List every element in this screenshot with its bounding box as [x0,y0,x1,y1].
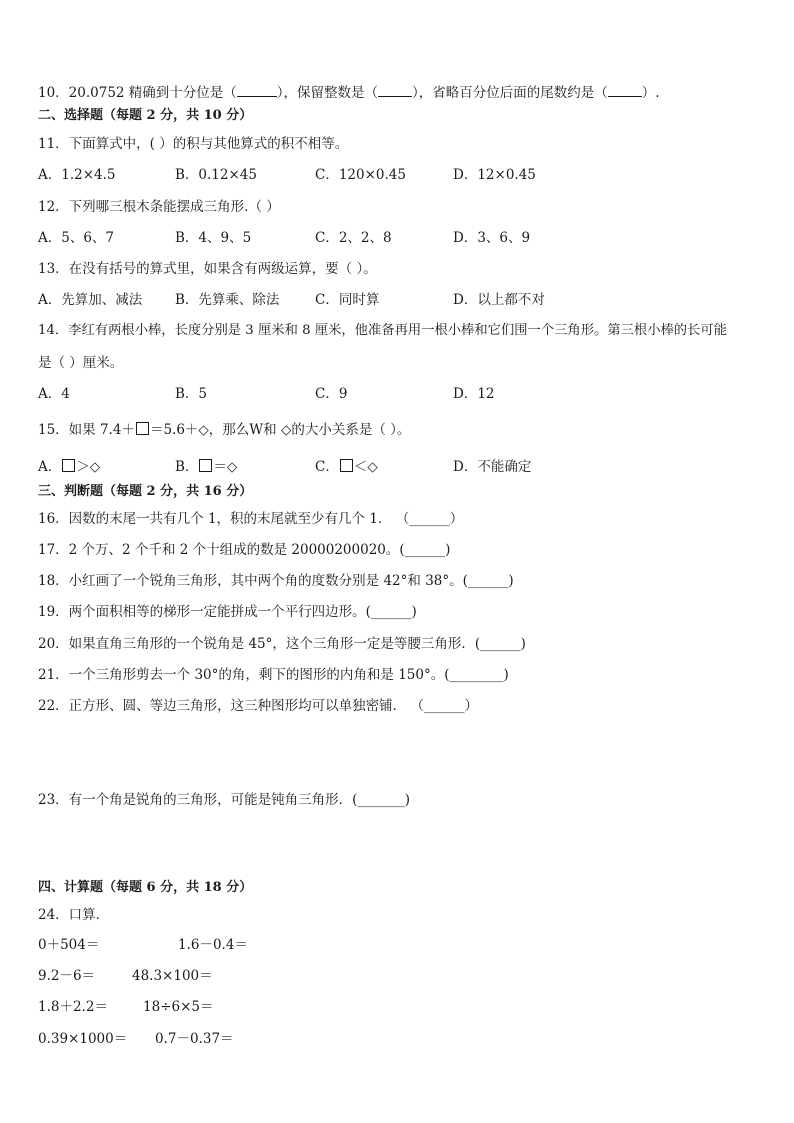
option-text: ＜◇ [353,459,378,475]
option-text: ＝◇ [213,459,238,475]
option-a[interactable]: A．1.2×4.5 [38,167,116,183]
judge-item[interactable]: 18．小红画了一个锐角三角形，其中两个角的度数分别是 42°和 38°。(______) [38,573,514,589]
option-b[interactable]: B．先算乘、除法 [175,292,280,308]
option-c[interactable] [315,458,378,476]
judge-item[interactable]: 23．有一个角是锐角的三角形，可能是钝角三角形．(_______) [38,792,410,808]
option-d[interactable]: D．3、6、9 [453,230,531,246]
q10-text-4: ）. [641,85,660,101]
option-d[interactable]: D．以上都不对 [453,292,545,308]
option-text: ＞◇ [76,459,101,475]
option-b[interactable]: B．0.12×45 [175,167,257,183]
question-15-stem [38,421,410,439]
section-heading-calc: 四、计算题（每题 6 分，共 18 分） [38,880,253,895]
section-heading-choice: 二、选择题（每题 2 分，共 10 分） [38,108,253,123]
option-d[interactable]: D．12×0.45 [453,167,536,183]
option-d[interactable]: D．不能确定 [453,459,532,475]
question-11-stem: 11．下面算式中，( ）的积与其他算式的积不相等。 [38,136,349,152]
question-14-stem-cont: 是（ ）厘米。 [38,355,124,371]
judge-item[interactable]: 22．正方形、圆、等边三角形，这三种图形均可以单独密铺． （______） [38,698,478,714]
option-c[interactable]: C．120×0.45 [315,167,406,183]
option-b[interactable]: B．4、9、5 [175,230,252,246]
judge-item[interactable]: 16．因数的末尾一共有几个 1，积的末尾就至少有几个 1． （______） [38,511,464,527]
q10-text-2: ），保留整数是（ [276,85,379,101]
option-c[interactable]: C．9 [315,386,348,402]
calc-item[interactable]: 0.39×1000＝ [38,1031,128,1047]
calc-item[interactable]: 1.6－0.4＝ [178,937,248,953]
option-b[interactable]: B．5 [175,386,208,402]
option-a[interactable]: A．4 [38,386,70,402]
square-icon [62,459,75,472]
option-a[interactable]: A．5、6、7 [38,230,115,246]
option-a[interactable] [38,458,100,476]
answer-blank[interactable] [378,84,412,97]
calc-item[interactable]: 1.8＋2.2＝ [38,999,108,1015]
q10-text: 10．20.0752 精确到十分位是（ [38,85,237,101]
square-icon [199,459,212,472]
calc-item[interactable]: 0＋504＝ [38,937,100,953]
calc-item[interactable]: 18÷6×5＝ [143,999,214,1015]
calc-item[interactable]: 0.7－0.37＝ [155,1031,234,1047]
question-24-stem: 24．口算． [38,907,110,923]
judge-item[interactable]: 19．两个面积相等的梯形一定能拼成一个平行四边形。(______) [38,604,417,620]
square-icon [136,422,149,435]
calc-item[interactable]: 9.2－6＝ [38,968,96,984]
judge-item[interactable]: 21．一个三角形剪去一个 30°的角，剩下的图形的内角和是 150°。(________) [38,667,509,683]
question-13-stem: 13．在没有括号的算式里，如果含有两级运算，要（ ）。 [38,261,377,277]
q15-text: 15．如果 7.4＋ [38,422,135,438]
option-a[interactable]: A．先算加、减法 [38,292,143,308]
square-icon [340,459,353,472]
calc-item[interactable]: 48.3×100＝ [132,968,213,984]
judge-item[interactable]: 17．2 个万、2 个千和 2 个十组成的数是 20000200020。(______) [38,542,451,558]
option-c[interactable]: C．同时算 [315,292,380,308]
option-b[interactable] [175,458,237,476]
option-d[interactable]: D．12 [453,386,495,402]
q15-text-2: ＝5.6＋◇，那么W和 ◇的大小关系是（ ）。 [149,422,411,438]
option-letter: A． [38,459,62,475]
judge-item[interactable]: 20．如果直角三角形的一个锐角是 45°，这个三角形一定是等腰三角形．(______) [38,636,526,652]
option-letter: B． [175,459,199,475]
answer-blank[interactable] [608,84,642,97]
answer-blank[interactable] [237,84,277,97]
question-12-stem: 12．下列哪三根木条能摆成三角形.（ ） [38,199,280,215]
question-10 [38,84,660,102]
q10-text-3: ），省略百分位后面的尾数约是（ [412,85,608,101]
option-letter: C． [315,459,339,475]
option-c[interactable]: C．2、2、8 [315,230,392,246]
question-14-stem: 14．李红有两根小棒，长度分别是 3 厘米和 8 厘米，他准备再用一根小棒和它们围一个三角形。第三根小棒的长可能 [38,323,727,338]
section-heading-judge: 三、判断题（每题 2 分，共 16 分） [38,484,253,499]
